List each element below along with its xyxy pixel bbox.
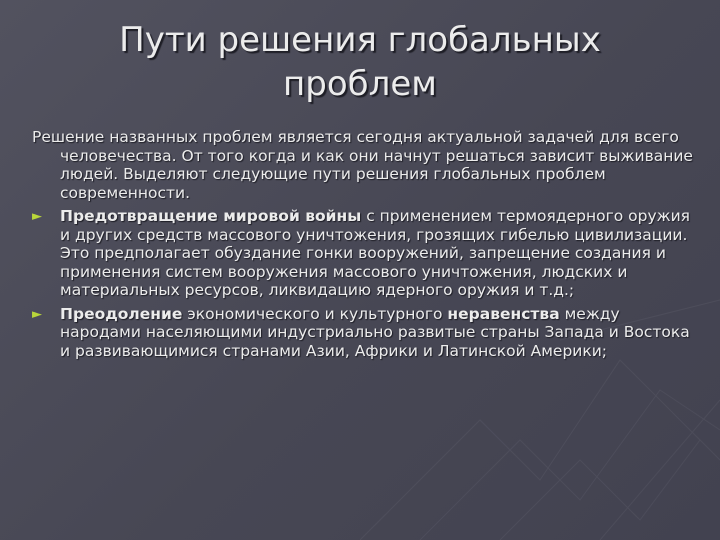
bullet-item-emphasis: неравенства [447, 304, 560, 323]
slide-title [40, 18, 680, 106]
bullet-item-text: экономического и культурного [182, 304, 448, 323]
slide-body [32, 128, 694, 365]
title-line-1: Пути решения глобальных [119, 20, 601, 60]
bullet-arrow-icon: ► [32, 209, 42, 224]
intro-paragraph: Решение названных проблем является сегодня актуальной задачей для всего человечества. От того когда и как они начнут решаться зависит выживание людей. Выделяют следующие пути решения глобальных проблем современности. [32, 128, 693, 202]
bullet-item-text: с применением термоядерного оружия и других средств массового уничтожения, грозящих гибелью цивилизации. Это предполагает обуздание гонки вооружений, запрещение создания и применения систем вооружения массового уничтожения, людских и материальных ресурсов, ликвидацию ядерного оружия и т.д.; [60, 207, 690, 299]
bullet-item-heading: Предотвращение мировой войны [60, 207, 362, 225]
bullet-item-text-continued: между народами населяющими индустриально развитые страны Запада и Востока и развивающимися странами Азии, Африки и Латинской Америки; [60, 304, 690, 360]
bullet-item-inequality [32, 305, 694, 361]
bullet-arrow-icon: ► [32, 306, 42, 322]
bullet-item-heading: Преодоление [60, 304, 183, 323]
bullet-item-war-prevention [32, 207, 694, 300]
title-line-2: проблем [283, 64, 437, 104]
